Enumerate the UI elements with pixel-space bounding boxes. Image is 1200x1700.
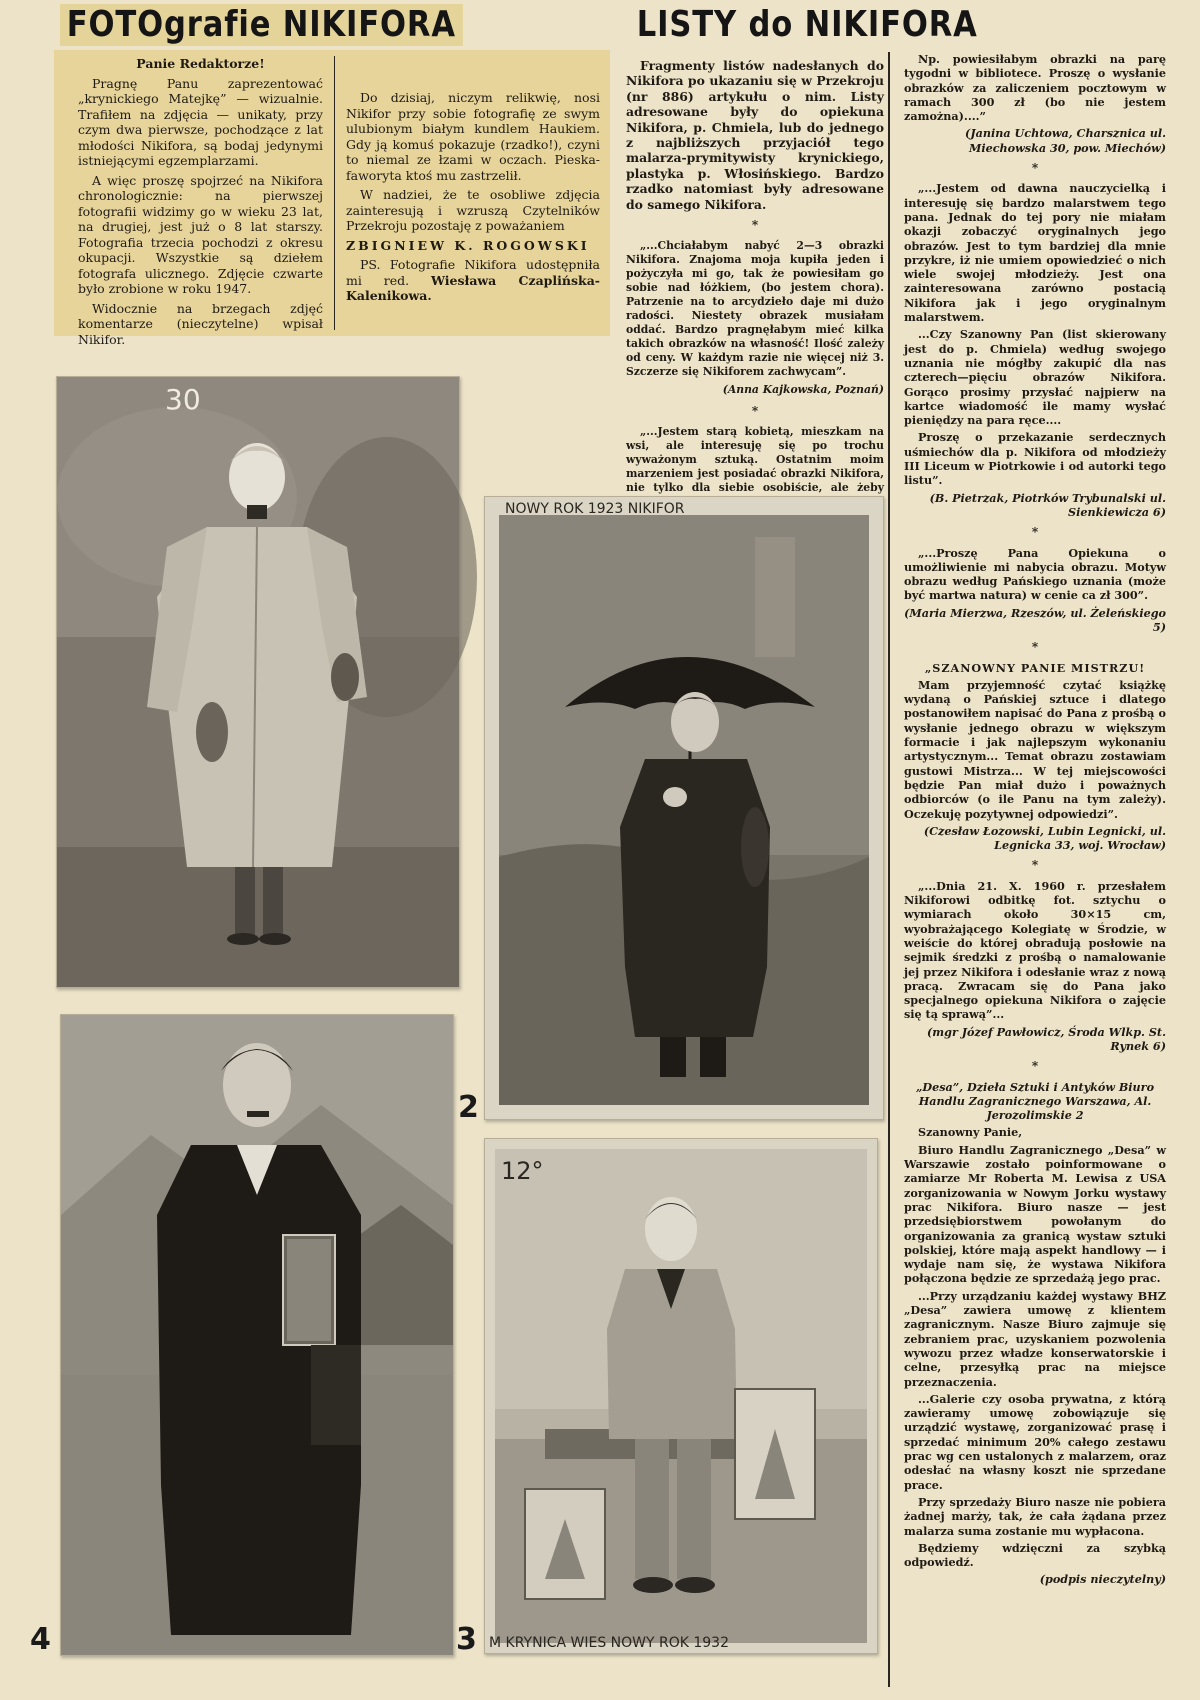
letter-paragraph: Mam przyjemność czytać książkę wydaną o Pańskiej sztuce i dlatego postanowiłem napisać do Pana z prośbą o wysłanie jednego obrazu w większym formacie i jak najlepszym wykonaniu artystycznym... Temat obrazu zostawiam gustowi Mistrza... W tej miejscowości będzie Pan miał dużo i poważnych odbiorców (o ile Panu na tym zależy). Oczekuję pozytywnej odpowiedzi”. bbox=[904, 677, 1166, 821]
editor-paragraph: W nadziei, że te osobliwe zdjęcia zainteresują i wzruszą Czytelników Przekroju pozostaję z poważaniem bbox=[346, 187, 600, 233]
photo-number-3: 3 bbox=[456, 1622, 477, 1657]
letter-author: (Anna Kajkowska, Poznań) bbox=[722, 383, 884, 397]
letter-paragraph: ...Czy Szanowny Pan (list skierowany jest do p. Chmiela) według swojego uznania nie mógłby zakupić dla nas czterech—pięciu obrazów Nikifora. Gorąco prosimy przysłać najpierw na kartce wiadomość ile mamy wysłać pieniędzy na para ręce.... bbox=[904, 327, 1166, 428]
letter-author: (Janina Uchtowa, Charsznica ul. Miechowska 30, pow. Miechów) bbox=[965, 126, 1166, 155]
star-separator: * bbox=[1031, 161, 1039, 176]
letter-paragraph: „...Proszę Pana Opiekuna o umożliwienie mi nabycia obrazu. Motyw obrazu według Pańskiego uznania (może być martwa natura) w cenie ca zł 300”. bbox=[904, 545, 1166, 603]
letter-author: (mgr Józef Pawłowicz, Środa Wlkp. St. Rynek 6) bbox=[927, 1024, 1166, 1053]
star-separator: * bbox=[751, 218, 759, 233]
intro-paragraph: Fragmenty listów nadesłanych do Nikifora po ukazaniu się w Przekroju (nr 886) artykułu o nim. Listy adresowane były do opiekuna Nikifora, p. Chmiela, lub do jednego z najbliższych przyjaciół tego malarza-prymitywisty krynickiego, plastyka p. Włosińskiego. Bardzo rzadko natomiast były adresowane do samego Nikifora. bbox=[626, 58, 884, 212]
photo-young-nikifor bbox=[56, 376, 460, 988]
editor-paragraph: A więc proszę spojrzeć na Nikifora chronologicznie: na pierwszej fotografii widzimy go w wieku 23 lat, na drugiej, jest już o 8 lat starszy. Fotografia trzecia pochodzi z okresu okupacji. Wszystkie są dziełem fotografa ulicznego. Zdjęcie czwarte było zrobione w roku 1947. bbox=[78, 172, 323, 296]
letter-paragraph: Np. powiesiłabym obrazki na parę tygodni w bibliotece. Proszę o wysłanie obrazków za zaliczeniem pocztowym w ramach 300 zł (bo nie jestem zamożna)....” bbox=[904, 52, 1166, 124]
star-separator: * bbox=[1031, 525, 1039, 540]
letter-paragraph: Szanowny Panie, bbox=[918, 1125, 1023, 1140]
postscript bbox=[346, 257, 600, 304]
signature: ZBIGNIEW K. ROGOWSKI bbox=[346, 237, 590, 253]
photo-inscription: NOWY ROK 1923 NIKIFOR bbox=[505, 501, 685, 517]
letter-heading: „Desa”, Dzieła Sztuki i Antyków Biuro Handlu Zagranicznego Warszawa, Al. Jerozolimskie 2 bbox=[915, 1079, 1155, 1123]
star-separator: * bbox=[1031, 1059, 1039, 1074]
letters-column-right bbox=[904, 52, 1166, 1684]
column-divider bbox=[888, 52, 890, 1687]
photo-number-4: 4 bbox=[30, 1622, 51, 1657]
letter-author: (Maria Mierzwa, Rzeszów, ul. Żeleńskiego 5) bbox=[904, 605, 1166, 634]
letter-heading: „SZANOWNY PANIE MISTRZU! bbox=[924, 660, 1146, 675]
editor-paragraph: Do dzisiaj, niczym relikwię, nosi Nikifor przy sobie fotografię ze swym ulubionym białym kundlem Haukiem. Gdy ją komuś pokazuje (rzadko!), czyni to niemal ze łzami w oczach. Pieska-faworyta ktoś mu zastrzelił. bbox=[346, 90, 600, 183]
letter-paragraph: Proszę o przekazanie serdecznych uśmiechów dla p. Nikifora od młodzieży III Liceum w Piotrkowie i od autorki tego listu”. bbox=[904, 430, 1166, 488]
letter-paragraph: ...Przy urządzaniu każdej wystawy BHZ „Desa” zawiera umowę z klientem zagranicznym. Nasze Biuro zajmuje się zebraniem prac, uzyskaniem pozwolenia wywozu przez władze konserwatorskie i celne, przesyłką prac na miejsce przeznaczenia. bbox=[904, 1288, 1166, 1389]
letter-paragraph: Przy sprzedaży Biuro nasze nie pobiera żadnej marży, tak, że cała żądana przez malarza suma zostanie mu wypłacona. bbox=[904, 1494, 1166, 1538]
letter-author: (B. Pietrzak, Piotrków Trybunalski ul. Sienkiewicza 6) bbox=[929, 490, 1166, 519]
letter-paragraph: „...Jestem starą kobietą, mieszkam na wsi, ale interesuję się po trochu wyważonym sztuką. Ostatnim moim marzeniem jest posiadać obrazki Nikifora, nie tylko dla siebie osobiście, ale żeby bbox=[626, 425, 884, 495]
photo-number-2: 2 bbox=[458, 1090, 479, 1125]
column-divider bbox=[334, 56, 335, 330]
editor-letter-col-2 bbox=[346, 90, 600, 332]
photo-seated-nikifor bbox=[484, 1138, 878, 1654]
photo-young-nikifor-image bbox=[57, 377, 459, 987]
letters-column-middle bbox=[626, 58, 884, 495]
letter-paragraph: „...Chciałabym nabyć 2—3 obrazki Nikifora. Znajoma moja kupiła jeden i pożyczyła mi go, tak że powiesiłam go sobie nad łóżkiem, (bo jestem chora). Patrzenie na to arcydzieło daje mi dużo radości. Niestety obrazek musiałam oddać. Bardzo pragnęłabym mieć kilka takich obrazków na własność! Ilość zależy od ceny. W każdym razie nie więcej niż 3. Szczerze się Nikiforem zachwycam”. bbox=[626, 239, 884, 379]
star-separator: * bbox=[1031, 858, 1039, 873]
editor-letter-col-1 bbox=[78, 56, 323, 347]
letter-paragraph: „...Jestem od dawna nauczycielką i interesuję się bardzo malarstwem tego pana. Jednak do tej pory nie miałam okazji zobaczyć oryginalnych jego obrazów. Jest to tym bardziej dla mnie przykre, iż nie umiem opowiedzieć o nich wiele swojej młodzieży. Jest ona zainteresowana zarówno postacią Nikifora jak i jego oryginalnym malarstwem. bbox=[904, 181, 1166, 325]
letter-paragraph: Będziemy wdzięczni za szybką odpowiedź. bbox=[904, 1540, 1166, 1570]
photo-dark-coat-nikifor bbox=[60, 1014, 454, 1656]
salutation: Panie Redaktorze! bbox=[136, 56, 265, 71]
letter-paragraph: „...Dnia 21. X. 1960 r. przesłałem Nikiforowi odbitkę fot. sztychu o wymiarach około 30×15 cm, wyobrażającego Kolegiatę w Środzie, w weiście do której obradują posłowie na sejmik średzki z prośbą o namalowanie jej przez Nikifora i odesłanie wraz z nową pracą. Zwracam się do Pana jako specjalnego opiekuna Nikifora o zajęcie się tą sprawą”... bbox=[904, 878, 1166, 1022]
photo-inscription: M KRYNICA WIES NOWY ROK 1932 bbox=[489, 1635, 729, 1651]
photo-inscription: 30 bbox=[165, 383, 201, 416]
photo-inscription: 12° bbox=[501, 1157, 544, 1185]
letter-paragraph: ...Galerie czy osoba prywatna, z którą zawieramy umowę zobowiązuje się urządzić wystawę, zorganizować prasę i sprzedać minimum 20% całego zestawu prac wg cen ustalonych z malarzem, oraz odesłać na własny koszt nie sprzedane prace. bbox=[904, 1391, 1166, 1492]
editor-paragraph: Widocznie na brzegach zdjęć komentarze (nieczytelne) wpisał Nikifor. bbox=[78, 300, 323, 347]
letter-author: (podpis nieczytelny) bbox=[1039, 1572, 1166, 1587]
photo-dark-coat-nikifor-image bbox=[61, 1015, 453, 1655]
heading-photos: FOTOgrafie NIKIFORA bbox=[60, 4, 463, 46]
photo-umbrella-nikifor-image bbox=[485, 497, 883, 1119]
editor-paragraph: Pragnę Panu zaprezentować „krynickiego Matejkę” — wizualnie. Trafiłem na zdjęcia — unikaty, przy czym dwa pierwsze, pochodzące z lat młodości Nikifora, są bodaj jedynymi istniejącymi egzemplarzami. bbox=[78, 75, 323, 168]
star-separator: * bbox=[1031, 640, 1039, 655]
star-separator: * bbox=[751, 403, 759, 418]
photo-umbrella-nikifor bbox=[484, 496, 884, 1120]
letter-paragraph: Biuro Handlu Zagranicznego „Desa” w Warszawie zostało poinformowane o zamiarze Mr Roberta M. Lewisa z USA zorganizowania w Nowym Jorku wystawy prac Nikifora. Biuro nasze — jest przedsiębiorstwem powołanym do organizowania za granicą wystaw sztuki polskiej, które mają aspekt handlowy — i wydaje nam się, że wystawa Nikifora połączona będzie ze sprzedażą jego prac. bbox=[904, 1142, 1166, 1286]
heading-letters: LISTY do NIKIFORA bbox=[636, 4, 978, 45]
photo-seated-nikifor-image bbox=[485, 1139, 877, 1653]
postscript-name: Wiesława Czaplińska-Kalenikowa. bbox=[346, 272, 600, 303]
postscript-text: PS. Fotografie Nikifora udostępniła mi red. bbox=[346, 257, 600, 288]
letter-author: (Czesław Łozowski, Lubin Legnicki, ul. Legnicka 33, woj. Wrocław) bbox=[923, 823, 1166, 853]
